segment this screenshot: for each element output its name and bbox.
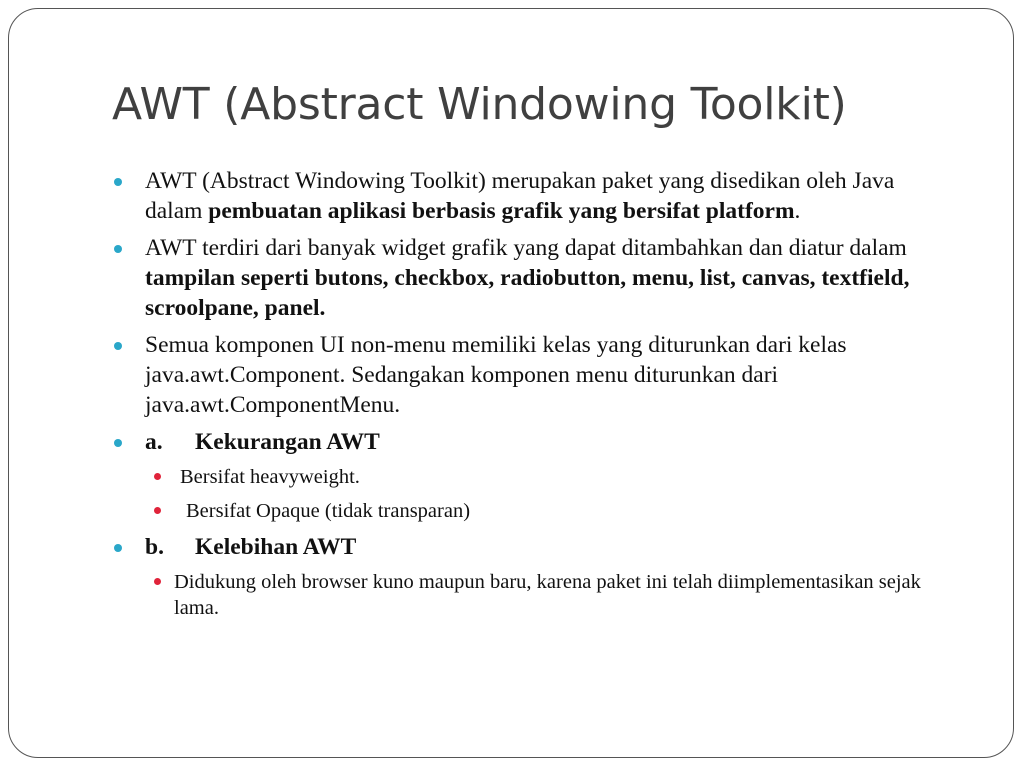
sub-bullet-opaque [112, 498, 952, 524]
section-heading: Kekurangan AWT [195, 429, 380, 455]
sub-bullet-browser-support [112, 569, 952, 621]
bullet-bold-text: tampilan seperti butons, checkbox, radiobutton, menu, list, canvas, textfield, scroolpane, panel. [145, 265, 910, 321]
bullet-dot-icon [114, 439, 122, 447]
sub-bullet-text: Didukung oleh browser kuno maupun baru, karena paket ini telah diimplementasikan sejak lama. [174, 571, 921, 619]
section-b-heading [112, 532, 952, 562]
bullet-awt-widgets [112, 233, 952, 323]
bullet-text: AWT (Abstract Windowing Toolkit) merupakan paket yang disedikan oleh Java dalam [145, 168, 895, 224]
slide-title: AWT (Abstract Windowing Toolkit) [112, 79, 847, 130]
bullet-dot-icon [114, 245, 122, 253]
bullet-text: AWT terdiri dari banyak widget grafik yang dapat ditambahkan dan diatur dalam [145, 235, 907, 261]
section-letter: a. [145, 429, 163, 455]
bullet-text: Semua komponen UI non-menu memiliki kelas yang diturunkan dari kelas java.awt.Component. Sedangakan komponen menu diturunkan dari java.awt.ComponentMenu. [145, 332, 847, 418]
sub-bullet-text: Bersifat Opaque (tidak transparan) [186, 500, 471, 522]
bullet-text-end: . [794, 198, 801, 224]
section-heading: Kelebihan AWT [195, 534, 357, 560]
section-letter: b. [145, 534, 164, 560]
bullet-awt-definition [112, 166, 952, 226]
bullet-ui-components [112, 330, 952, 420]
sub-bullet-dot-icon [154, 507, 161, 514]
bullet-dot-icon [114, 178, 122, 186]
sub-bullet-dot-icon [154, 473, 161, 480]
sub-bullet-text: Bersifat heavyweight. [180, 466, 360, 488]
bullet-dot-icon [114, 342, 122, 350]
bullet-dot-icon [114, 544, 122, 552]
bullet-bold-text: pembuatan aplikasi berbasis grafik yang bersifat platform [208, 198, 795, 224]
slide-content [112, 166, 952, 629]
sub-bullet-heavyweight [112, 464, 952, 490]
sub-bullet-dot-icon [154, 578, 161, 585]
section-a-heading [112, 427, 952, 457]
